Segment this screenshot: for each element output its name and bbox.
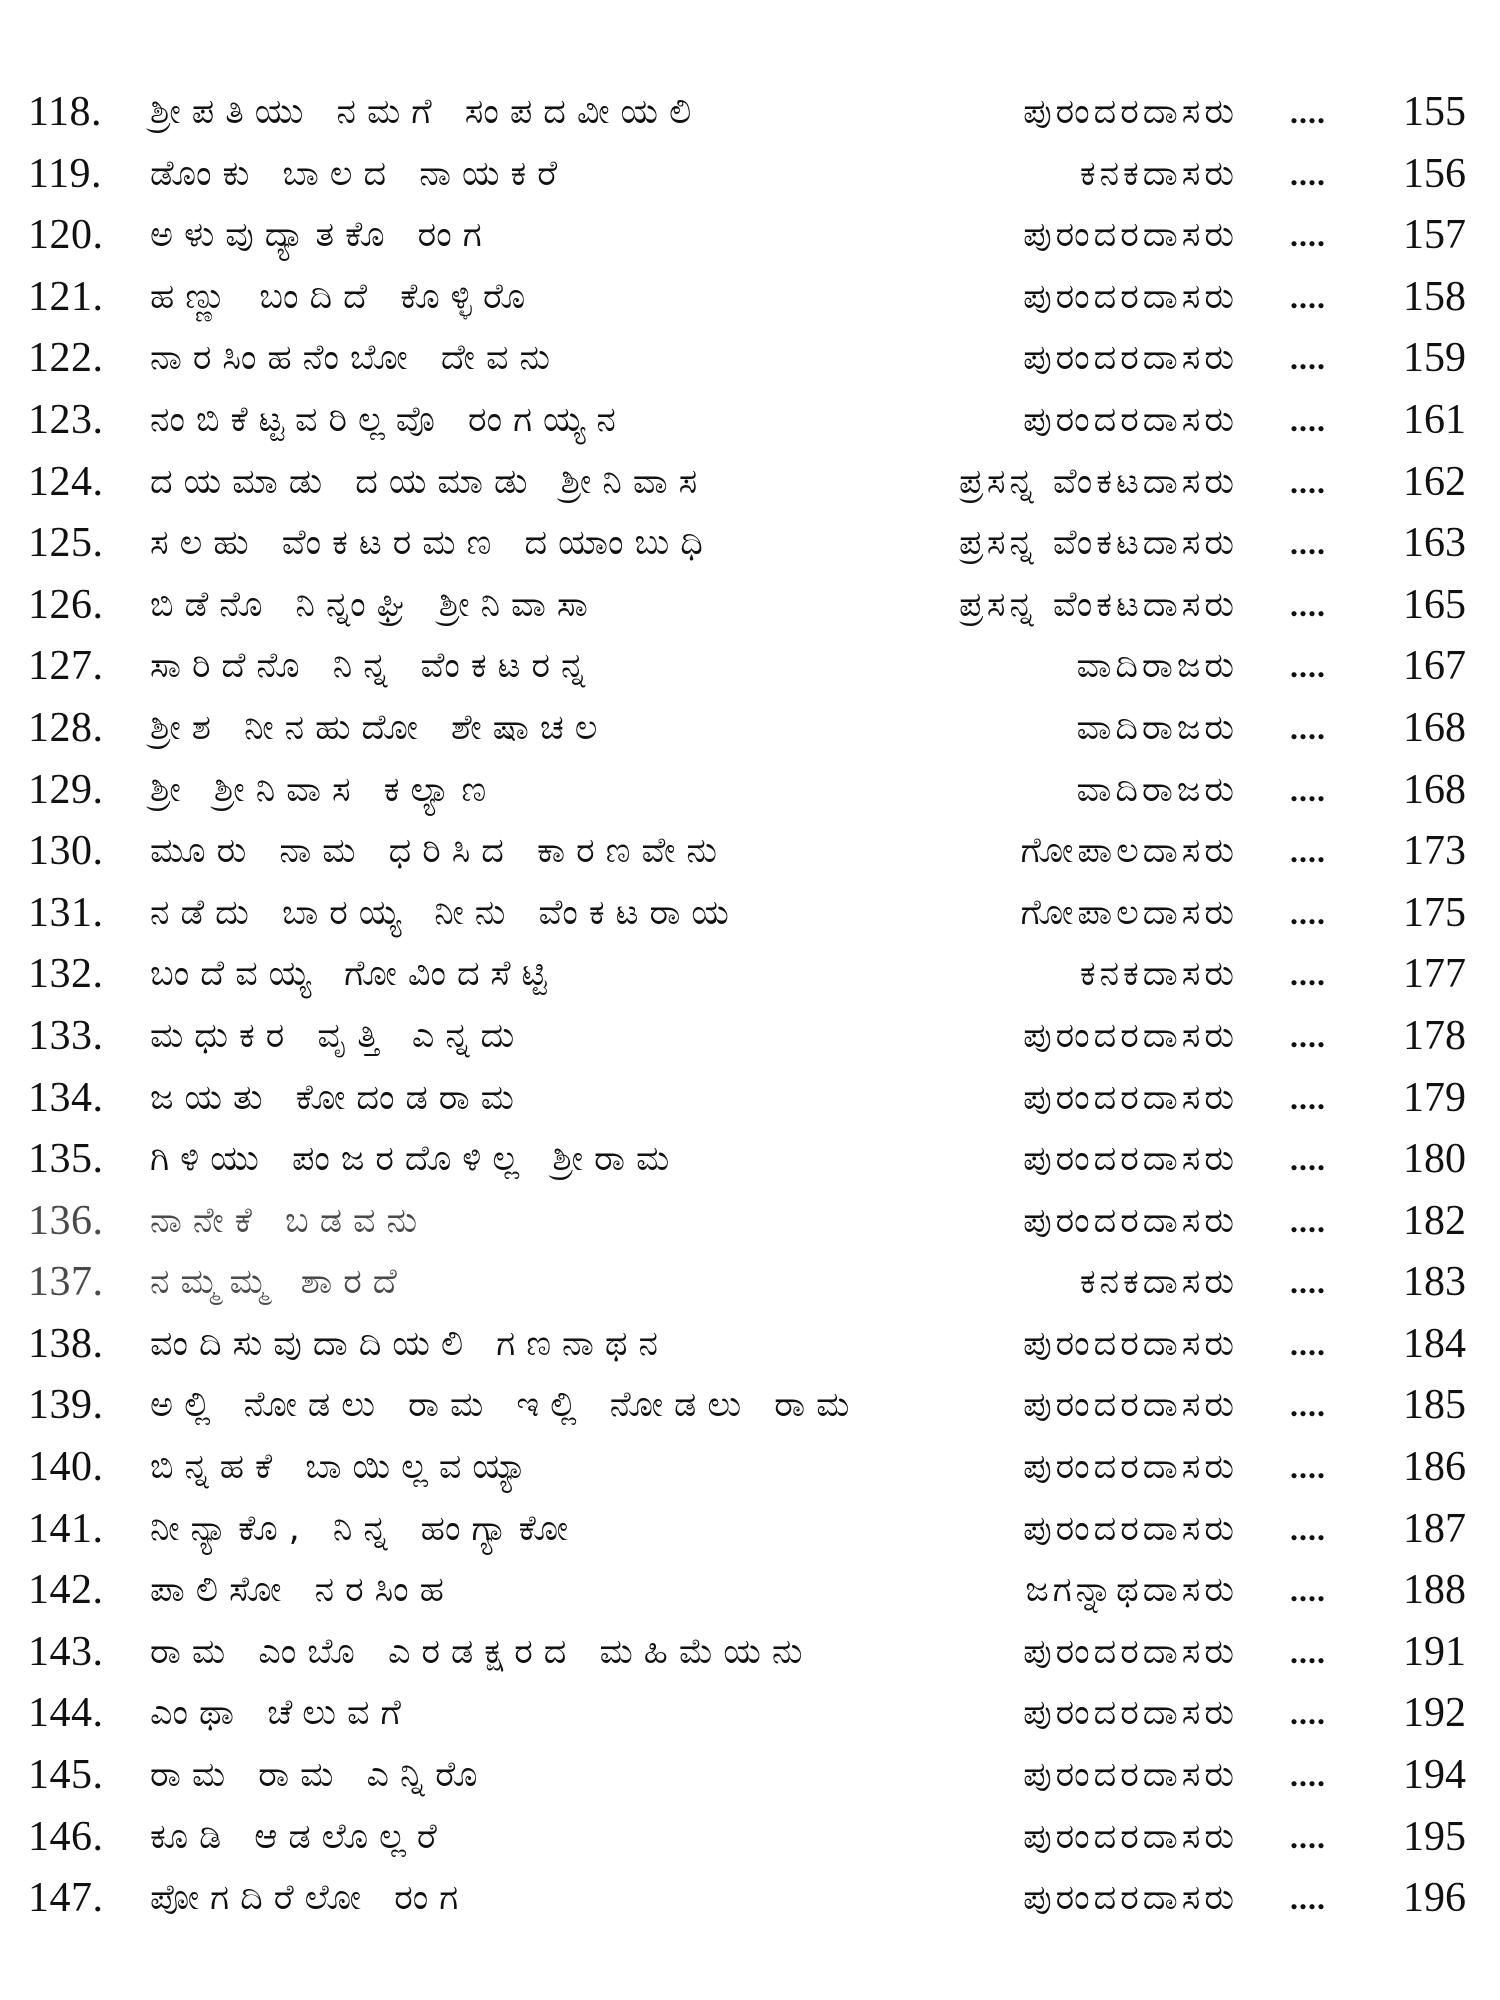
dot-leader: ....	[1290, 463, 1326, 500]
dot-leader: ....	[1290, 1818, 1326, 1855]
dot-leader: ....	[1290, 525, 1326, 562]
page-number: 180	[1403, 1136, 1466, 1183]
song-title: ನಮ್ಮಮ್ಮ ಶಾರದೆ	[150, 1262, 408, 1303]
toc-entry	[28, 1868, 1478, 1930]
toc-entry	[28, 883, 1478, 945]
page-number: 185	[1403, 1382, 1466, 1429]
dot-leader: ....	[1290, 155, 1326, 192]
page-number: 165	[1403, 581, 1466, 628]
song-title: ಶ್ರೀಪತಿಯು ನಮಗೆ ಸಂಪದವೀಯಲಿ	[150, 92, 703, 132]
song-title: ಡೊಂಕು ಬಾಲದ ನಾಯಕರೆ	[150, 153, 569, 194]
composer-name: ಪುರಂದರದಾಸರು	[1023, 1447, 1238, 1488]
dot-leader: ....	[1290, 1264, 1326, 1301]
entry-number: 126.	[28, 581, 104, 628]
entry-number: 145.	[28, 1752, 104, 1799]
song-title: ಬಿಡೆನೊ ನಿನ್ನಂಘ್ರಿ ಶ್ರೀನಿವಾಸಾ	[150, 584, 599, 625]
page-number: 158	[1403, 273, 1466, 320]
page-number: 184	[1403, 1320, 1466, 1367]
toc-entry	[28, 698, 1478, 760]
song-title: ಶ್ರೀ ಶ್ರೀನಿವಾಸ ಕಲ್ಯಾಣ	[150, 769, 498, 810]
composer-name: ಪುರಂದರದಾಸರು	[1023, 399, 1238, 440]
toc-entry	[28, 82, 1478, 144]
composer-name: ಪ್ರಸನ್ನ ವೆಂಕಟದಾಸರು	[958, 584, 1238, 625]
entry-number: 140.	[28, 1444, 104, 1491]
toc-entry	[28, 452, 1478, 514]
toc-entry	[28, 1375, 1478, 1437]
dot-leader: ....	[1290, 278, 1326, 315]
song-title: ಶ್ರೀಶ ನೀನಹುದೋ ಶೇಷಾಚಲ	[150, 707, 609, 748]
composer-name: ಪುರಂದರದಾಸರು	[1023, 92, 1238, 132]
dot-leader: ....	[1290, 956, 1326, 993]
song-title: ಪೋಗದಿರೆಲೋ ರಂಗ	[150, 1878, 470, 1919]
composer-name: ಕನಕದಾಸರು	[1079, 1262, 1238, 1303]
toc-entry	[28, 1129, 1478, 1191]
page-number: 168	[1403, 766, 1466, 813]
entry-number: 122.	[28, 335, 104, 382]
song-title: ಅಲ್ಲಿ ನೋಡಲು ರಾಮ ಇಲ್ಲಿ ನೋಡಲು ರಾಮ	[150, 1385, 861, 1426]
song-title: ಸಾರಿದೆನೊ ನಿನ್ನ ವೆಂಕಟರನ್ನ	[150, 646, 597, 687]
composer-name: ಪುರಂದರದಾಸರು	[1023, 1015, 1238, 1056]
entry-number: 131.	[28, 889, 104, 936]
page-number: 161	[1403, 396, 1466, 443]
composer-name: ಗೋಪಾಲದಾಸರು	[1020, 831, 1238, 872]
song-title: ಎಂಥಾ ಚೆಲುವಗೆ	[150, 1693, 412, 1734]
song-title: ದಯಮಾಡು ದಯಮಾಡು ಶ್ರೀನಿವಾಸ	[150, 461, 709, 502]
composer-name: ಪುರಂದರದಾಸರು	[1023, 1631, 1238, 1672]
dot-leader: ....	[1290, 1757, 1326, 1794]
toc-entry	[28, 1683, 1478, 1745]
entry-number: 123.	[28, 396, 104, 443]
composer-name: ಜಗನ್ನಾಥದಾಸರು	[1025, 1570, 1238, 1611]
song-title: ನೀನ್ಯಾಕೊ, ನಿನ್ನ ಹಂಗ್ಯಾಕೋ	[150, 1508, 580, 1549]
entry-number: 142.	[28, 1567, 104, 1614]
entry-number: 121.	[28, 273, 104, 320]
song-title: ಗಿಳಿಯು ಪಂಜರದೊಳಿಲ್ಲ ಶ್ರೀರಾಮ	[150, 1139, 681, 1180]
composer-name: ಕನಕದಾಸರು	[1079, 153, 1238, 194]
song-title: ಮಧುಕರ ವೃತ್ತಿ ಎನ್ನದು	[150, 1015, 526, 1056]
page-number: 163	[1403, 520, 1466, 567]
toc-entry	[28, 636, 1478, 698]
dot-leader: ....	[1290, 1141, 1326, 1178]
toc-entry	[28, 328, 1478, 390]
composer-name: ಪುರಂದರದಾಸರು	[1023, 1693, 1238, 1734]
toc-entry	[28, 1622, 1478, 1684]
entry-number: 128.	[28, 704, 104, 751]
song-title: ಸಲಹು ವೆಂಕಟರಮಣ ದಯಾಂಬುಧಿ	[150, 523, 714, 564]
entry-number: 136.	[28, 1197, 104, 1244]
toc-entry	[28, 1252, 1478, 1314]
entry-number: 147.	[28, 1875, 104, 1922]
toc-entry	[28, 1807, 1478, 1869]
composer-name: ಪುರಂದರದಾಸರು	[1023, 1323, 1238, 1364]
page-number: 194	[1403, 1752, 1466, 1799]
composer-name: ಪುರಂದರದಾಸರು	[1023, 1077, 1238, 1118]
entry-number: 146.	[28, 1813, 104, 1860]
page-number: 162	[1403, 458, 1466, 505]
page-number: 188	[1403, 1567, 1466, 1614]
dot-leader: ....	[1290, 1017, 1326, 1054]
entry-number: 135.	[28, 1136, 104, 1183]
composer-name: ಪ್ರಸನ್ನ ವೆಂಕಟದಾಸರು	[958, 523, 1238, 564]
entry-number: 125.	[28, 520, 104, 567]
entry-number: 138.	[28, 1320, 104, 1367]
toc-entry	[28, 513, 1478, 575]
dot-leader: ....	[1290, 586, 1326, 623]
toc-entry	[28, 1745, 1478, 1807]
page-number: 196	[1403, 1875, 1466, 1922]
page-number: 192	[1403, 1690, 1466, 1737]
composer-name: ಪುರಂದರದಾಸರು	[1023, 215, 1238, 256]
dot-leader: ....	[1290, 1449, 1326, 1486]
composer-name: ವಾದಿರಾಜರು	[1076, 769, 1238, 810]
dot-leader: ....	[1290, 401, 1326, 438]
toc-entry	[28, 144, 1478, 206]
dot-leader: ....	[1290, 771, 1326, 808]
composer-name: ಪುರಂದರದಾಸರು	[1023, 1816, 1238, 1857]
song-title: ವಂದಿಸುವುದಾದಿಯಲಿ ಗಣನಾಥನ	[150, 1323, 669, 1364]
composer-name: ಪುರಂದರದಾಸರು	[1023, 1755, 1238, 1796]
toc-entry	[28, 390, 1478, 452]
song-title: ಜಯತು ಕೋದಂಡರಾಮ	[150, 1077, 525, 1118]
entry-number: 134.	[28, 1074, 104, 1121]
entry-number: 132.	[28, 951, 104, 998]
entry-number: 120.	[28, 212, 104, 259]
entry-number: 130.	[28, 828, 104, 875]
dot-leader: ....	[1290, 1325, 1326, 1362]
entry-number: 137.	[28, 1259, 104, 1306]
composer-name: ವಾದಿರಾಜರು	[1076, 707, 1238, 748]
song-title: ರಾಮ ರಾಮ ಎನ್ನಿರೊ	[150, 1755, 489, 1796]
page-number: 178	[1403, 1012, 1466, 1059]
composer-name: ಪುರಂದರದಾಸರು	[1023, 276, 1238, 317]
toc-entry	[28, 1314, 1478, 1376]
composer-name: ಪುರಂದರದಾಸರು	[1023, 1139, 1238, 1180]
dot-leader: ....	[1290, 1880, 1326, 1917]
dot-leader: ....	[1290, 648, 1326, 685]
toc-entry	[28, 1068, 1478, 1130]
entry-number: 139.	[28, 1382, 104, 1429]
entry-number: 124.	[28, 458, 104, 505]
dot-leader: ....	[1290, 1695, 1326, 1732]
song-title: ನಂಬಿಕೆಟ್ಟವರಿಲ್ಲವೊ ರಂಗಯ್ಯನ	[150, 399, 627, 440]
composer-name: ಕನಕದಾಸರು	[1079, 954, 1238, 995]
page-number: 182	[1403, 1197, 1466, 1244]
dot-leader: ....	[1290, 1510, 1326, 1547]
page-number: 156	[1403, 150, 1466, 197]
page-number: 177	[1403, 951, 1466, 998]
composer-name: ವಾದಿರಾಜರು	[1076, 646, 1238, 687]
dot-leader: ....	[1290, 833, 1326, 870]
page-number: 191	[1403, 1628, 1466, 1675]
toc-entry	[28, 205, 1478, 267]
page-number: 179	[1403, 1074, 1466, 1121]
page-number: 187	[1403, 1505, 1466, 1552]
song-title: ನಾರಸಿಂಹನೆಂಬೋ ದೇವನು	[150, 338, 562, 379]
page-number: 183	[1403, 1259, 1466, 1306]
entry-number: 141.	[28, 1505, 104, 1552]
entry-number: 133.	[28, 1012, 104, 1059]
page-number: 167	[1403, 643, 1466, 690]
entry-number: 118.	[28, 89, 102, 135]
dot-leader: ....	[1290, 1387, 1326, 1424]
entry-number: 144.	[28, 1690, 104, 1737]
dot-leader: ....	[1290, 1633, 1326, 1670]
toc-entry	[28, 1499, 1478, 1561]
dot-leader: ....	[1290, 94, 1326, 130]
entry-number: 143.	[28, 1628, 104, 1675]
song-title: ನಡೆದು ಬಾರಯ್ಯ ನೀನು ವೆಂಕಟರಾಯ	[150, 892, 740, 933]
song-title: ಕೂಡಿ ಆಡಲೊಲ್ಲರೆ	[150, 1816, 448, 1857]
song-title: ರಾಮ ಎಂಬೊ ಎರಡಕ್ಷರದ ಮಹಿಮೆಯನು	[150, 1631, 814, 1672]
entry-number: 127.	[28, 643, 104, 690]
toc-entry	[28, 575, 1478, 637]
toc-entry	[28, 1006, 1478, 1068]
page-number: 195	[1403, 1813, 1466, 1860]
song-title: ಅಳುವುದ್ಯಾತಕೊ ರಂಗ	[150, 215, 493, 256]
song-title: ಹಣ್ಣು ಬಂದಿದೆ ಕೊಳ್ಳಿರೊ	[150, 276, 537, 317]
page-number: 173	[1403, 828, 1466, 875]
entry-number: 129.	[28, 766, 104, 813]
composer-name: ಪುರಂದರದಾಸರು	[1023, 338, 1238, 379]
table-of-contents-list	[28, 82, 1478, 1930]
toc-entry	[28, 821, 1478, 883]
page-number: 157	[1403, 212, 1466, 259]
song-title: ಬಿನ್ನಹಕೆ ಬಾಯಿಲ್ಲವಯ್ಯಾ	[150, 1447, 539, 1488]
dot-leader: ....	[1290, 1572, 1326, 1609]
page-number: 155	[1403, 89, 1466, 135]
dot-leader: ....	[1290, 217, 1326, 254]
song-title: ಪಾಲಿಸೋ ನರಸಿಂಹ	[150, 1570, 455, 1611]
dot-leader: ....	[1290, 1079, 1326, 1116]
composer-name: ಪುರಂದರದಾಸರು	[1023, 1200, 1238, 1241]
toc-entry	[28, 944, 1478, 1006]
dot-leader: ....	[1290, 340, 1326, 377]
composer-name: ಪುರಂದರದಾಸರು	[1023, 1878, 1238, 1919]
composer-name: ಪುರಂದರದಾಸರು	[1023, 1385, 1238, 1426]
toc-entry	[28, 267, 1478, 329]
composer-name: ಪ್ರಸನ್ನ ವೆಂಕಟದಾಸರು	[958, 461, 1238, 502]
page-number: 168	[1403, 704, 1466, 751]
entry-number: 119.	[28, 150, 102, 197]
dot-leader: ....	[1290, 894, 1326, 931]
song-title: ಬಂದೆವಯ್ಯ ಗೋವಿಂದಸೆಟ್ಟಿ	[150, 954, 558, 995]
song-title: ನಾನೇಕೆ ಬಡವನು	[150, 1200, 429, 1241]
page-number: 186	[1403, 1444, 1466, 1491]
page-number: 159	[1403, 335, 1466, 382]
toc-entry	[28, 1191, 1478, 1253]
dot-leader: ....	[1290, 709, 1326, 746]
toc-entry	[28, 1437, 1478, 1499]
toc-entry	[28, 1560, 1478, 1622]
page-number: 175	[1403, 889, 1466, 936]
dot-leader: ....	[1290, 1202, 1326, 1239]
toc-entry	[28, 760, 1478, 822]
song-title: ಮೂರು ನಾಮ ಧರಿಸಿದ ಕಾರಣವೇನು	[150, 831, 728, 872]
composer-name: ಪುರಂದರದಾಸರು	[1023, 1508, 1238, 1549]
composer-name: ಗೋಪಾಲದಾಸರು	[1020, 892, 1238, 933]
